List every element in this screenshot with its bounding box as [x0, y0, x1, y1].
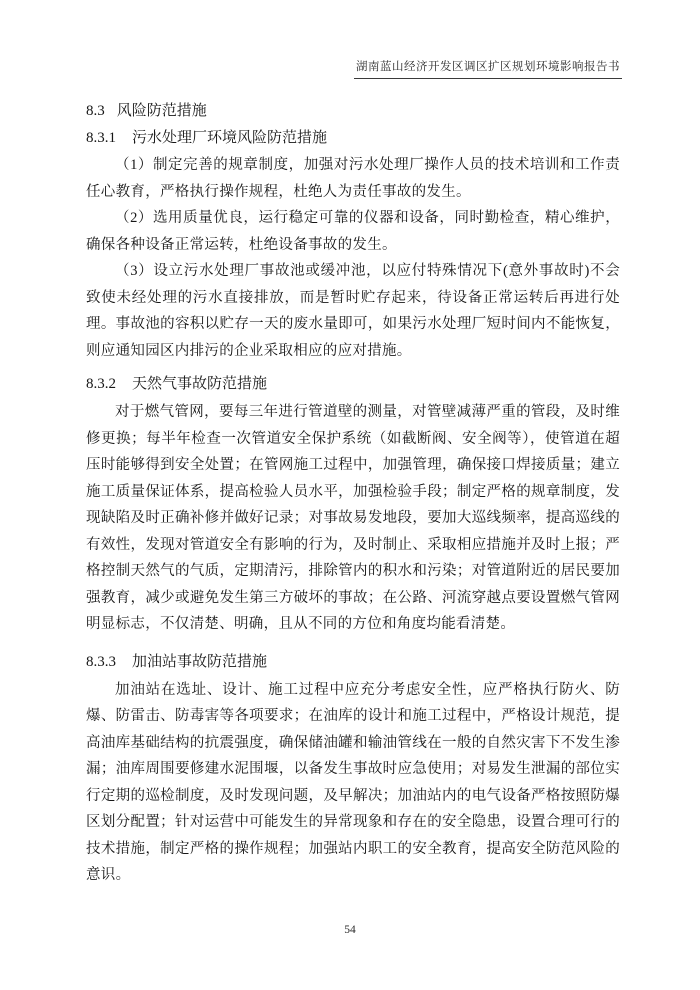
page-number: 54: [344, 924, 356, 936]
section-title: 天然气事故防范措施: [132, 376, 268, 392]
section-number: 8.3: [86, 103, 105, 119]
paragraph-sewage-measure-2: （2）选用质量优良，运行稳定可靠的仪器和设备，同时勤检查，精心维护，确保各种设备正常运转，杜绝设备事故的发生。: [86, 210, 620, 253]
section-heading-8-3-3: [86, 649, 620, 676]
paragraph-gas-pipeline-measures: 对于燃气管网，要每三年进行管道壁的测量，对管壁减薄严重的管段，及时维修更换；每半年检查一次管道安全保护系统（如截断阀、安全阀等），使管道在超压时能够得到安全处置；在管网施工过程中，加强管理，确保接口焊接质量；建立施工质量保证体系，提高检验人员水平，加强检验手段；制定严格的规章制度，发现缺陷及时正确补修并做好记录；对事故易发地段，要加大巡线频率，提高巡线的有效性，发现对管道安全有影响的行为，及时制止、采取相应措施并及时上报；严格控制天然气的气质，定期清污，排除管内的积水和污染；对管道附近的居民要加强教育，减少或避免发生第三方破坏的事故；在公路、河流穿越点要设置燃气管网明显标志，不仅清楚、明确，且从不同的方位和角度均能看清楚。: [86, 404, 620, 632]
paragraph-sewage-measure-3: （3）设立污水处理厂事故池或缓冲池，以应付特殊情况下(意外事故时)不会致使未经处理的污水直接排放，而是暂时贮存起来，待设备正常运转后再进行处理。事故池的容积以贮存一天的废水量即可，如果污水处理厂短时间内不能恢复，则应通知园区内排污的企业采取相应的应对措施。: [86, 263, 620, 359]
paragraph-gas-station-measures: 加油站在选址、设计、施工过程中应充分考虑安全性，应严格执行防火、防爆、防雷击、防毒害等各项要求；在油库的设计和施工过程中，严格设计规范，提高油库基础结构的抗震强度，确保储油罐和输油管线在一般的自然灾害下不发生渗漏；油库周围要修建水泥围堰，以备发生事故时应急使用；对易发生泄漏的部位实行定期的巡检制度，及时发现问题，及早解决；加油站内的电气设备严格按照防爆区划分配置；针对运营中可能发生的异常现象和存在的安全隐患，设置合理可行的技术措施，制定严格的操作规程；加强站内职工的安全教育，提高安全防范风险的意识。: [86, 681, 620, 883]
section-number: 8.3.1: [86, 130, 116, 146]
report-header-title: 湖南蓝山经济开发区调区扩区规划环境影响报告书: [354, 58, 622, 79]
section-title: 风险防范措施: [116, 103, 207, 119]
document-content: [86, 98, 620, 889]
section-heading-8-3-1: [86, 125, 620, 152]
page-footer: [0, 920, 700, 938]
page-header: [86, 57, 622, 79]
section-number: 8.3.3: [86, 653, 116, 670]
section-number: 8.3.2: [86, 376, 116, 392]
section-title: 污水处理厂环境风险防范措施: [132, 130, 328, 146]
paragraph-sewage-measure-1: （1）制定完善的规章制度，加强对污水处理厂操作人员的技术培训和工作责任心教育，严格执行操作规程，杜绝人为责任事故的发生。: [86, 157, 620, 200]
section-heading-8-3-2: [86, 371, 620, 398]
section-heading-8-3: [86, 98, 620, 125]
section-title: 加油站事故防范措施: [132, 653, 268, 670]
